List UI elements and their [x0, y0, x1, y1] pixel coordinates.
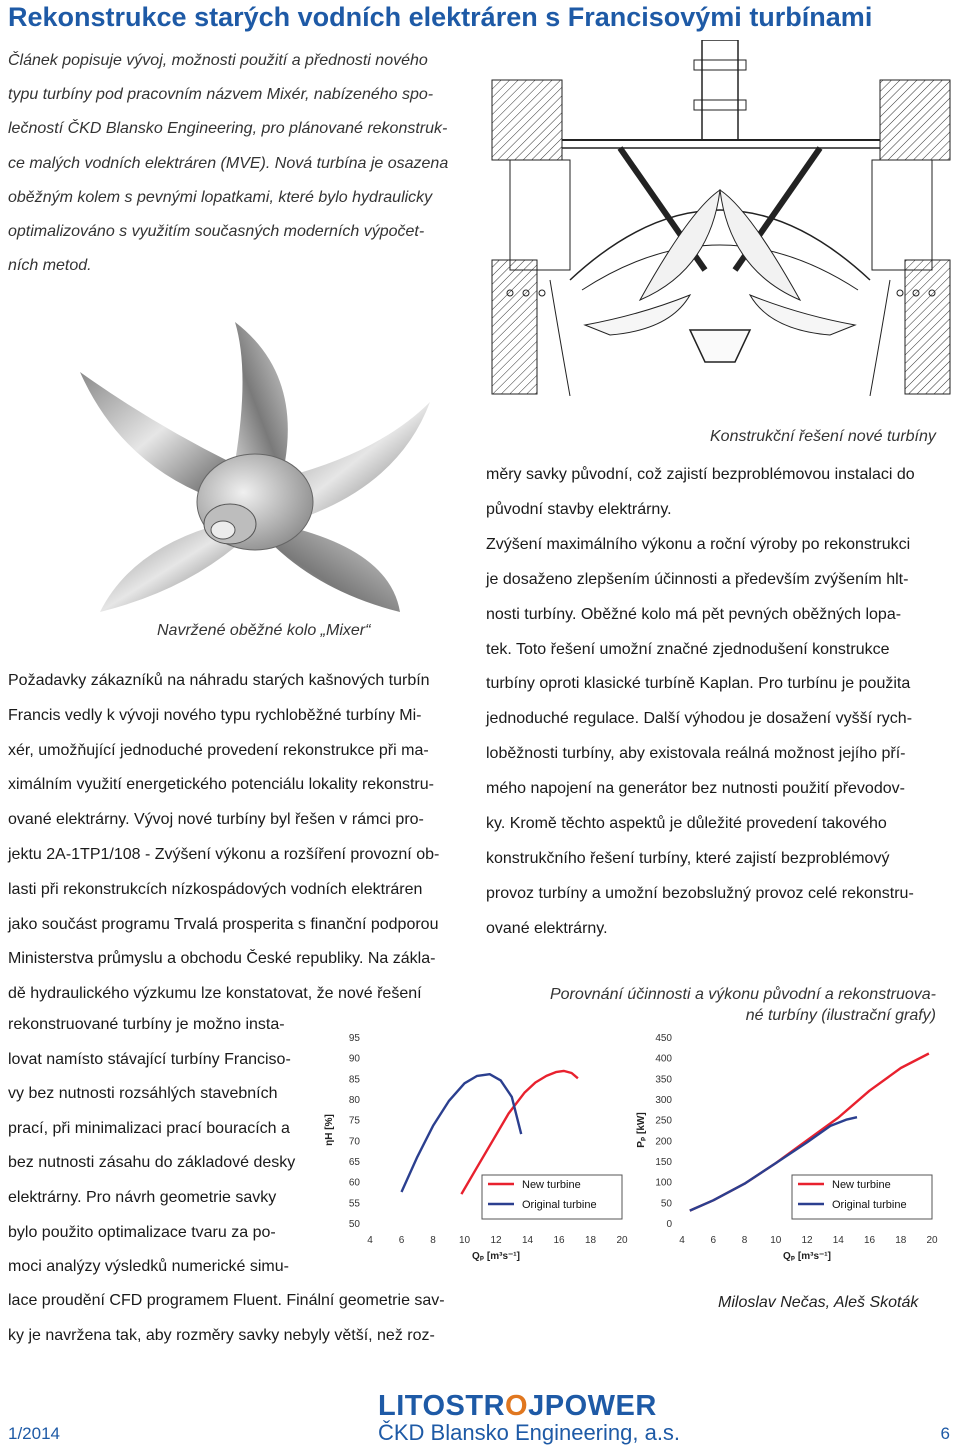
text-line: původní stavby elektrárny.: [486, 500, 672, 518]
text-line: Článek popisuje vývoj, možnosti použití a přednosti nového: [8, 52, 428, 69]
text-line: ky je navržena tak, aby rozměry savky nebyly větší, než roz-: [8, 1326, 435, 1344]
x-tick-label: 16: [863, 1235, 876, 1246]
logo-text: LITOSTR: [378, 1390, 506, 1422]
runner-render-image: [60, 312, 450, 622]
text-line: ních metod.: [8, 257, 92, 275]
text-line: moci analýzy výsledků numerické simu-: [8, 1258, 289, 1276]
text-line: prací, při minimalizaci prací bouracích a: [8, 1119, 290, 1137]
y-tick-label: 70: [348, 1136, 360, 1148]
y-tick-label: 100: [655, 1177, 672, 1189]
efficiency-chart: [318, 1025, 630, 1265]
design-caption: Konstrukční řešení nové turbíny: [710, 428, 936, 445]
x-tick-label: 10: [770, 1235, 782, 1246]
y-tick-label: 65: [348, 1157, 360, 1168]
text-line: jektu 2A-1TP1/108 - Zvýšení výkonu a rozšíření provozní ob-: [8, 846, 440, 863]
x-axis-label: Qₚ [m³s⁻¹]: [783, 1251, 831, 1262]
y-tick-label: 450: [655, 1033, 672, 1044]
charts-caption: [518, 984, 936, 1026]
text-line: jednoduché regulace. Další výhodou je dosažení vyšší rych-: [486, 710, 913, 728]
y-tick-label: 55: [348, 1198, 360, 1210]
y-tick-label: 95: [348, 1033, 360, 1044]
text-line: ované elektrárny.: [486, 919, 608, 937]
x-tick-label: 8: [741, 1235, 748, 1246]
page-title: Rekonstrukce starých vodních elektráren s Francisovými turbínami: [8, 2, 873, 32]
text-line: Ministerstva průmyslu a obchodu České republiky. Na zákla-: [8, 950, 436, 968]
y-axis-label: Pₚ [kW]: [636, 1112, 647, 1148]
text-line: mého napojení na generátor bez nutnosti použití převodov-: [486, 780, 905, 798]
text-line: měry savky původní, což zajistí bezproblémovou instalaci do: [486, 466, 915, 483]
x-tick-label: 18: [584, 1235, 597, 1246]
y-tick-label: 400: [655, 1053, 672, 1065]
text-line: turbíny oproti klasické turbíně Kaplan. Pro turbínu je použita: [486, 675, 911, 693]
legend-label: Original turbine: [522, 1199, 597, 1211]
text-line: provoz turbíny a umožní bezobslužný provoz celé rekonstru-: [486, 884, 914, 902]
text-line: konstrukčního řešení turbíny, které zajistí bezproblémový: [486, 849, 890, 867]
x-tick-label: 6: [710, 1235, 717, 1246]
text-line: loběžnosti turbíny, aby existovala reálná možnost jejího pří-: [486, 745, 906, 763]
text-line: ované elektrárny. Vývoj nové turbíny byl řešen v rámci pro-: [8, 811, 424, 829]
y-axis-label: ηH [%]: [324, 1114, 335, 1146]
text-line: jako součást programu Trvalá prosperita s finanční podporou: [8, 915, 439, 933]
y-tick-label: 200: [655, 1136, 672, 1148]
x-axis-label: Qₚ [m³s⁻¹]: [472, 1251, 520, 1262]
text-line: oběžným kolem s pevnými lopatkami, které bylo hydraulicky: [8, 188, 433, 206]
company-logo: [378, 1390, 657, 1423]
text-line: xér, umožňující jednoduché provedení rekonstrukce při ma-: [8, 741, 429, 759]
y-tick-label: 0: [666, 1219, 672, 1230]
y-tick-label: 50: [660, 1198, 672, 1210]
text-line: lasti při rekonstrukcích nízkospádových vodních elektráren: [8, 880, 423, 898]
text-line: ximálním využití energetického potenciálu lokality rekonstru-: [8, 776, 434, 794]
charts-caption-line: né turbíny (ilustrační grafy): [745, 1007, 936, 1024]
y-tick-label: 350: [655, 1074, 672, 1086]
x-tick-label: 14: [521, 1235, 534, 1246]
x-tick-label: 20: [926, 1235, 938, 1246]
y-tick-label: 60: [348, 1177, 360, 1189]
text-line: rekonstruované turbíny je možno insta-: [8, 1016, 285, 1033]
issue-number: 1/2014: [8, 1424, 60, 1443]
text-line: typu turbíny pod pracovním názvem Mixér, nabízeného spo-: [8, 86, 434, 104]
text-line: ce malých vodních elektráren (MVE). Nová turbína je osazena: [8, 154, 449, 172]
y-tick-label: 80: [348, 1095, 360, 1106]
x-tick-label: 6: [398, 1235, 405, 1246]
text-line: Zvýšení maximálního výkonu a roční výroby po rekonstrukci: [486, 535, 911, 553]
x-tick-label: 12: [490, 1235, 502, 1246]
text-line: optimalizováno s využitím současných moderních výpočet-: [8, 223, 425, 240]
power-chart: [630, 1025, 940, 1265]
text-line: vy bez nutnosti rozsáhlých stavebních: [8, 1085, 278, 1103]
x-tick-label: 18: [895, 1235, 907, 1246]
series-line-original: [402, 1074, 522, 1192]
logo-o: O: [505, 1390, 529, 1422]
page-number: 6: [940, 1424, 950, 1443]
y-tick-label: 50: [348, 1219, 360, 1230]
legend-label: New turbine: [832, 1179, 891, 1191]
company-name: ČKD Blansko Engineering, a.s.: [378, 1420, 681, 1445]
text-line: je dosaženo zlepšením účinnosti a především zvýšením hlt-: [486, 570, 909, 588]
charts-caption-line: Porovnání účinnosti a výkonu původní a rekonstruova-: [549, 986, 936, 1003]
y-tick-label: 250: [655, 1115, 672, 1127]
text-line: lace proudění CFD programem Fluent. Finální geometrie sav-: [8, 1292, 445, 1309]
y-tick-label: 300: [655, 1095, 672, 1106]
x-tick-label: 12: [801, 1235, 813, 1246]
legend-label: New turbine: [522, 1179, 581, 1191]
y-tick-label: 90: [348, 1053, 360, 1065]
authors: Miloslav Nečas, Aleš Skoták: [718, 1294, 919, 1311]
x-tick-label: 16: [553, 1235, 565, 1246]
text-line: lovat namísto stávající turbíny Franciso-: [8, 1050, 291, 1068]
text-line: lečností ČKD Blansko Engineering, pro plánované rekonstruk-: [8, 120, 448, 138]
text-line: tek. Toto řešení umožní značné zjednodušení konstrukce: [486, 640, 890, 658]
runner-caption: Navržené oběžné kolo „Mixer“: [157, 622, 371, 639]
text-line: Požadavky zákazníků na náhradu starých kašnových turbín: [8, 672, 430, 689]
x-tick-label: 10: [458, 1235, 471, 1246]
text-line: elektrárny. Pro návrh geometrie savky: [8, 1189, 277, 1206]
logo-text: JPOWER: [528, 1390, 657, 1422]
x-tick-label: 4: [367, 1235, 373, 1246]
x-tick-label: 4: [679, 1235, 685, 1246]
text-line: bez nutnosti zásahu do základové desky: [8, 1154, 296, 1172]
x-tick-label: 8: [430, 1235, 436, 1246]
text-line: bylo použito optimalizace tvaru za po-: [8, 1223, 276, 1241]
text-line: dě hydraulického výzkumu lze konstatovat, že nové řešení: [8, 985, 422, 1003]
legend-label: Original turbine: [832, 1199, 907, 1211]
y-tick-label: 150: [655, 1157, 672, 1168]
y-tick-label: 85: [348, 1074, 360, 1086]
text-line: nosti turbíny. Oběžné kolo má pět pevných oběžných lopa-: [486, 605, 902, 623]
text-line: Francis vedly k vývoji nového typu rychloběžné turbíny Mi-: [8, 706, 422, 724]
text-line: ky. Kromě těchto aspektů je důležité provedení takového: [486, 815, 887, 832]
x-tick-label: 14: [832, 1235, 844, 1246]
turbine-design-drawing: [490, 40, 952, 396]
y-tick-label: 75: [348, 1115, 360, 1127]
x-tick-label: 20: [616, 1235, 628, 1246]
